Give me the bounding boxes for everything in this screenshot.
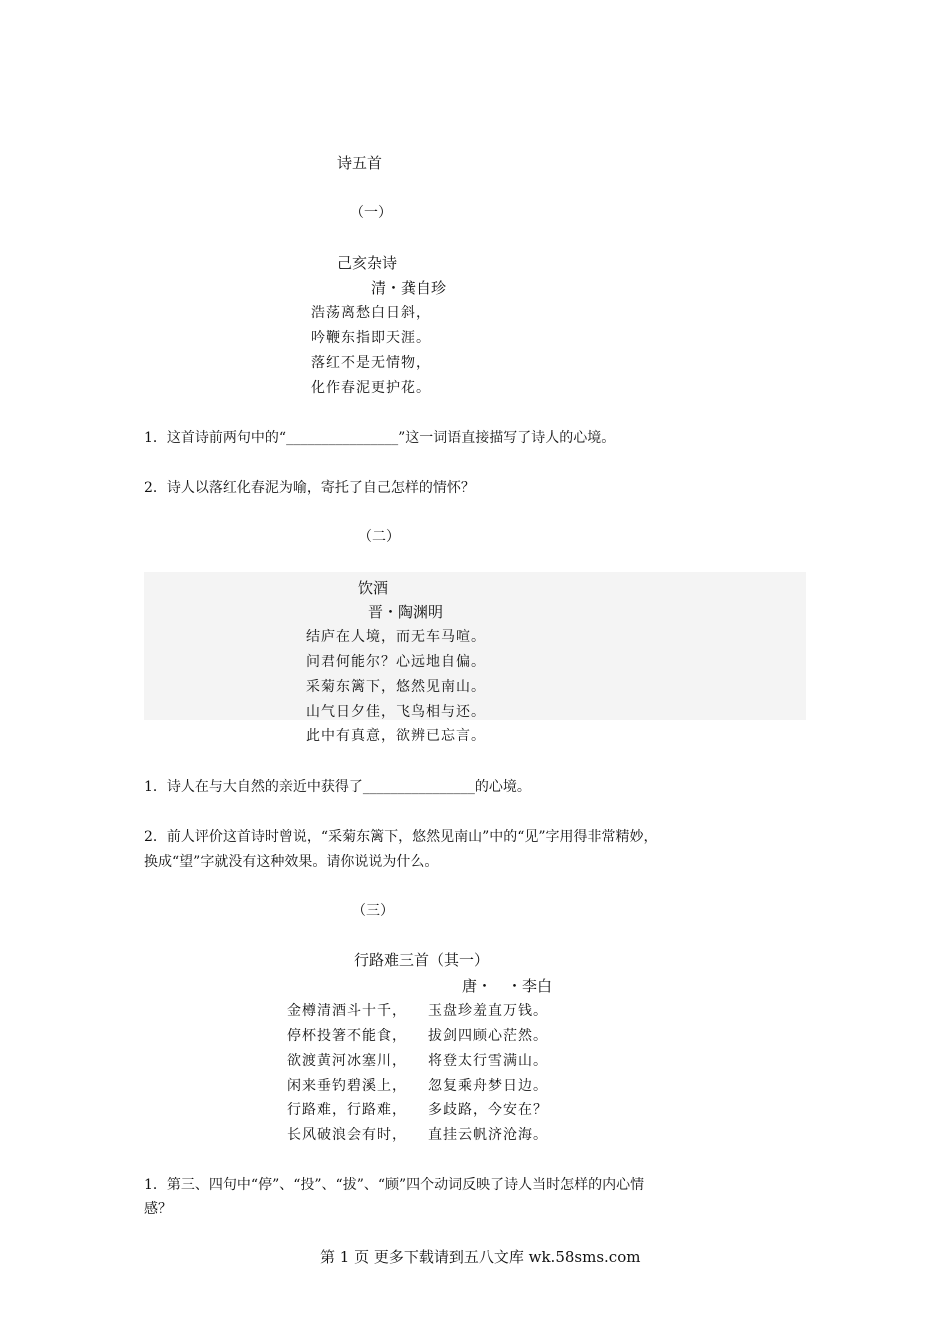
poem-line: 山气日夕佳，飞鸟相与还。	[306, 704, 486, 720]
poem-author-1: 清・龚自珍	[371, 279, 447, 297]
poem-line: 停杯投箸不能食，	[287, 1028, 407, 1044]
poem-line: 落红不是无情物，	[311, 355, 431, 371]
poem-line: 玉盘珍羞直万钱。	[428, 1003, 548, 1019]
poem-line: 闲来垂钓碧溪上，	[287, 1078, 407, 1094]
shaded-block	[144, 572, 806, 720]
poem-line: 行路难，行路难，	[287, 1102, 407, 1118]
poem-line: 金樽清酒斗十千，	[287, 1003, 407, 1019]
poem-line: 多歧路，今安在？	[428, 1102, 548, 1118]
poem-line: 忽复乘舟梦日边。	[428, 1078, 548, 1094]
section-number-2: （二）	[358, 529, 400, 545]
question-1-1: 1．这首诗前两句中的“________________”这一词语直接描写了诗人的心境。	[144, 430, 616, 446]
section-number-1: （一）	[350, 205, 392, 221]
section-number-3: （三）	[352, 903, 394, 919]
poem-line: 长风破浪会有时，	[287, 1127, 407, 1143]
question-3-1-line2: 感？	[144, 1201, 172, 1217]
poem-line: 结庐在人境，而无车马喧。	[306, 629, 486, 645]
question-3-1-line1: 1．第三、四句中“停”、“投”、“拔”、“顾”四个动词反映了诗人当时怎样的内心情	[144, 1177, 645, 1193]
poem-author-3: 唐・ ・李白	[462, 977, 553, 995]
poem-line: 拔剑四顾心茫然。	[428, 1028, 548, 1044]
poem-line: 采菊东篱下，悠然见南山。	[306, 679, 486, 695]
poem-line: 问君何能尔？心远地自偏。	[306, 654, 486, 670]
poem-line: 此中有真意，欲辨已忘言。	[306, 728, 486, 744]
poem-line: 化作春泥更护花。	[311, 380, 431, 396]
poem-title-1: 己亥杂诗	[337, 254, 398, 272]
poem-line: 欲渡黄河冰塞川，	[287, 1053, 407, 1069]
question-2-2-line1: 2．前人评价这首诗时曾说，“采菊东篱下，悠然见南山”中的“见”字用得非常精妙，	[144, 829, 658, 845]
page-footer: 第 1 页 更多下载请到五八文库 wk.58sms.com	[320, 1248, 641, 1266]
poem-author-2: 晋・陶渊明	[368, 603, 444, 621]
poem-line: 直挂云帆济沧海。	[428, 1127, 548, 1143]
question-2-1: 1．诗人在与大自然的亲近中获得了________________的心境。	[144, 779, 531, 795]
page-title: 诗五首	[337, 154, 383, 172]
poem-line: 浩荡离愁白日斜，	[311, 305, 431, 321]
poem-line: 吟鞭东指即天涯。	[311, 330, 431, 346]
question-2-2-line2: 换成“望”字就没有这种效果。请你说说为什么。	[144, 854, 439, 870]
poem-title-2: 饮酒	[358, 579, 389, 597]
question-1-2: 2．诗人以落红化春泥为喻，寄托了自己怎样的情怀？	[144, 480, 475, 496]
poem-title-3: 行路难三首（其一）	[354, 951, 490, 969]
poem-line: 将登太行雪满山。	[428, 1053, 548, 1069]
